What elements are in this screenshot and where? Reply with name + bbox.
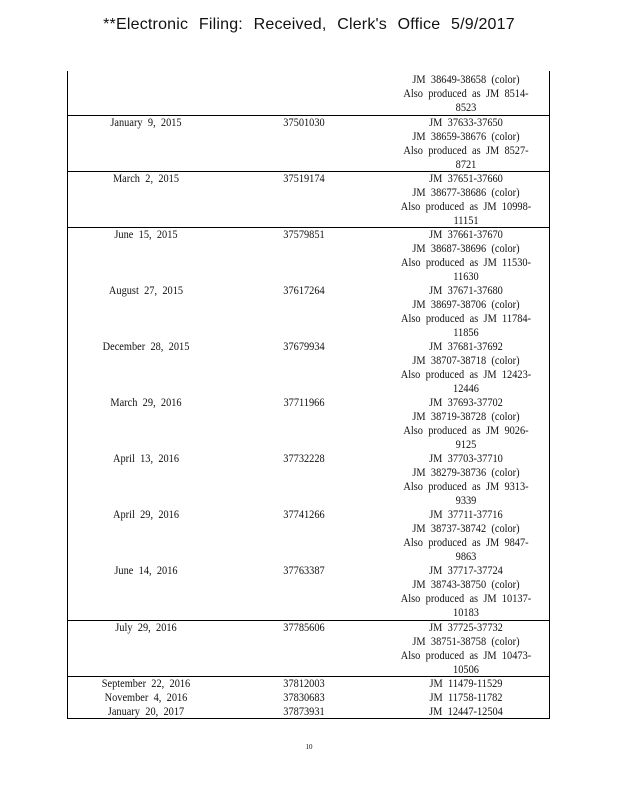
filing-stamp-header: **Electronic Filing: Received, Clerk's Office 5/9/2017 — [103, 16, 515, 33]
table-row-id: 37812003 — [283, 678, 325, 690]
table-row-refs: JM 37711-37716 JM 38737-38742 (color) Also produced as JM 9847- 9863 — [403, 509, 529, 563]
table-row-refs: JM 12447-12504 — [429, 706, 503, 718]
table-row-refs: JM 11758-11782 — [429, 692, 503, 704]
table-row-id: 37501030 — [283, 117, 325, 129]
table-row-date: August 27, 2015 — [108, 285, 184, 297]
table-row-refs: JM 37703-37710 JM 38279-38736 (color) Also produced as JM 9313- 9339 — [403, 453, 529, 507]
table-row-id: 37873931 — [283, 706, 325, 718]
table-row-id: 37519174 — [283, 173, 325, 185]
table-row-date: March 29, 2016 — [110, 397, 182, 409]
table-row-id: 37741266 — [283, 509, 325, 521]
table-row-date: June 14, 2016 — [114, 565, 178, 577]
table-row-refs: JM 11479-11529 — [429, 678, 503, 690]
table-row-id: 37830683 — [283, 692, 325, 704]
table-row-date: December 28, 2015 — [102, 341, 190, 353]
table-row-id: 37579851 — [283, 229, 325, 241]
table-row-refs: JM 37681-37692 JM 38707-38718 (color) Also produced as JM 12423- 12446 — [400, 341, 532, 395]
table-row-date: April 13, 2016 — [112, 453, 180, 465]
table-row-id: 37763387 — [283, 565, 325, 577]
table-row-date: March 2, 2015 — [112, 173, 180, 185]
production-table — [67, 71, 550, 719]
table-row-refs: JM 37633-37650 JM 38659-38676 (color) Also produced as JM 8527- 8721 — [403, 117, 529, 171]
table-border-left — [67, 71, 68, 719]
table-row-refs: JM 37651-37660 JM 38677-38686 (color) Also produced as JM 10998- 11151 — [400, 173, 532, 227]
table-row-id: 37732228 — [283, 453, 325, 465]
table-row-id: 37679934 — [283, 341, 325, 353]
table-row-refs: JM 37725-37732 JM 38751-38758 (color) Also produced as JM 10473- 10506 — [400, 622, 532, 676]
table-row-refs: JM 37661-37670 JM 38687-38696 (color) Also produced as JM 11530- 11630 — [400, 229, 531, 283]
table-row-date: July 29, 2016 — [115, 622, 177, 634]
table-row-date: January 20, 2017 — [107, 706, 185, 718]
table-row-date: November 4, 2016 — [104, 692, 188, 704]
table-row-date: January 9, 2015 — [110, 117, 182, 129]
table-row-date: June 15, 2015 — [114, 229, 178, 241]
page-number: 10 — [305, 743, 313, 751]
table-row-refs: JM 37717-37724 JM 38743-38750 (color) Also produced as JM 10137- 10183 — [400, 565, 532, 619]
table-row-refs: JM 37693-37702 JM 38719-38728 (color) Also produced as JM 9026- 9125 — [403, 397, 529, 451]
table-row-refs: JM 38649-38658 (color) Also produced as JM 8514- 8523 — [403, 74, 529, 114]
table-row-date: September 22, 2016 — [101, 678, 191, 690]
table-row-date: April 29, 2016 — [112, 509, 180, 521]
table-border-right — [549, 71, 550, 719]
table-row-id: 37711966 — [283, 397, 325, 409]
table-row-id: 37785606 — [283, 622, 325, 634]
table-row-id: 37617264 — [283, 285, 325, 297]
table-row-refs: JM 37671-37680 JM 38697-38706 (color) Also produced as JM 11784- 11856 — [400, 285, 531, 339]
